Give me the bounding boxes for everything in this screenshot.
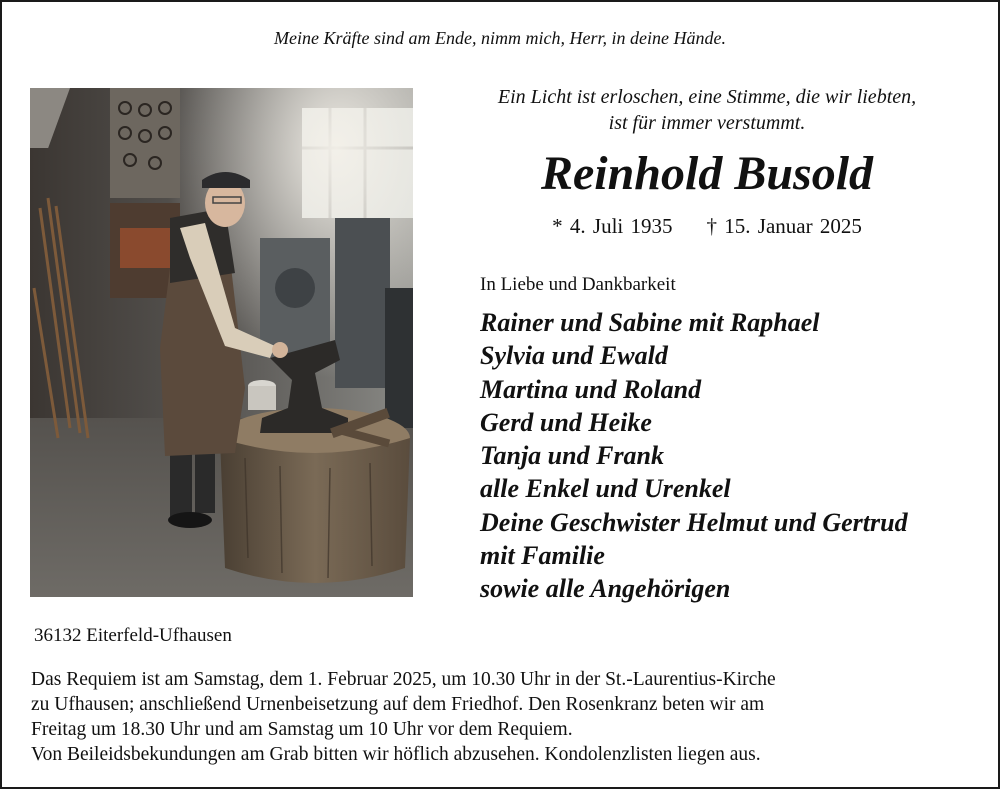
info-line: Freitag um 18.30 Uhr und am Samstag um 10 Uhr vor dem Requiem. — [31, 719, 573, 740]
deceased-name: Reinhold Busold — [540, 147, 874, 200]
death-date: † 15. Januar 2025 — [706, 214, 862, 238]
portrait-photo — [30, 88, 413, 597]
mourner-entry: Martina und Roland — [480, 374, 702, 404]
life-dates — [432, 212, 982, 240]
dedication-intro: In Liebe und Dankbarkeit — [480, 274, 676, 295]
mourner-entry: alle Enkel und Urenkel — [480, 474, 731, 504]
mourner-entry: Deine Geschwister Helmut und Gertrud — [480, 507, 908, 537]
funeral-information — [31, 667, 971, 767]
mourner-entry: Rainer und Sabine mit Raphael — [480, 308, 820, 337]
quote-line-2: ist für immer verstummt. — [608, 112, 806, 134]
quote-line-1: Ein Licht ist erloschen, eine Stimme, die wir liebten, — [497, 86, 917, 108]
mourner-entry: Sylvia und Ewald — [480, 341, 668, 371]
birth-date: * 4. Juli 1935 — [552, 214, 673, 238]
motto-text: Meine Kräfte sind am Ende, nimm mich, Herr, in deine Hände. — [274, 28, 726, 48]
place-of-residence: 36132 Eiterfeld-Ufhausen — [34, 625, 232, 646]
memorial-quote — [432, 84, 982, 136]
mourner-entry: Tanja und Frank — [480, 441, 665, 471]
mourner-entry: Gerd und Heike — [480, 407, 652, 437]
blacksmith-photo-illustration — [30, 88, 413, 597]
mourner-entry: sowie alle Angehörigen — [480, 574, 731, 604]
info-line: Das Requiem ist am Samstag, dem 1. Februar 2025, um 10.30 Uhr in der St.-Laurentius-Kirche — [31, 669, 776, 690]
mourners-list — [480, 306, 908, 606]
mourner-entry: mit Familie — [480, 541, 605, 571]
info-line: Von Beileidsbekundungen am Grab bitten wir höflich abzusehen. Kondolenzlisten liegen aus. — [31, 744, 761, 765]
info-line: zu Ufhausen; anschließend Urnenbeisetzung auf dem Friedhof. Den Rosenkranz beten wir am — [31, 694, 765, 715]
